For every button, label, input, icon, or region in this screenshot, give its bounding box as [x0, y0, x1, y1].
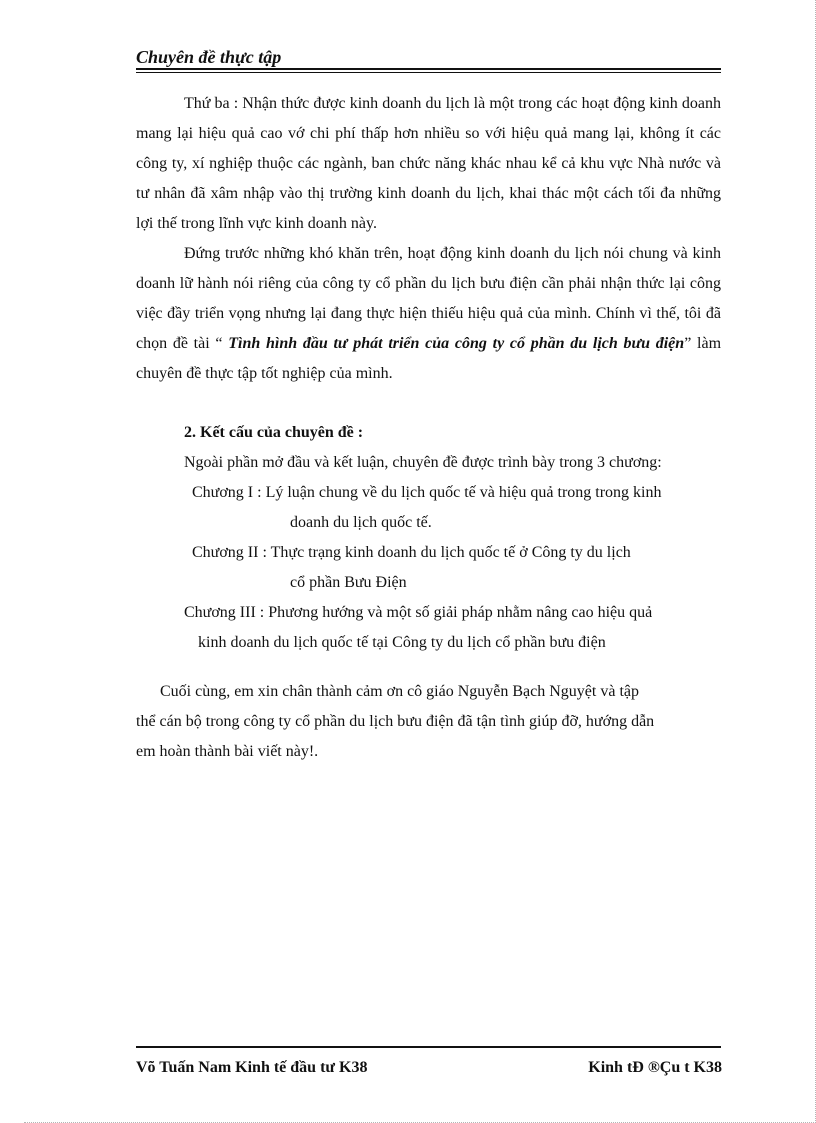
- chapter-3-line-2: kinh doanh du lịch quốc tế tại Công ty du lịch cổ phần bưu điện: [198, 634, 606, 651]
- chapter-1-line-1: Chương I : Lý luận chung về du lịch quốc tế và hiệu quả trong trong kinh: [192, 484, 662, 501]
- footer-author: Võ Tuấn Nam Kinh tế đầu tư K38: [136, 1059, 368, 1076]
- section-2-intro: Ngoài phần mở đầu và kết luận, chuyên đề được trình bày trong 3 chương:: [184, 454, 662, 471]
- thesis-title: Tình hình đầu tư phát triển của công ty cổ phần du lịch bưu điện: [228, 335, 685, 352]
- chapter-2-line-2: cổ phần Bưu Điện: [290, 574, 407, 591]
- chapter-2-line-1: Chương II : Thực trạng kinh doanh du lịch quốc tế ở Công ty du lịch: [192, 544, 631, 561]
- header-rule-thin: [136, 72, 721, 73]
- footer-department: Kinh tÐ ®Çu t K38: [588, 1059, 722, 1076]
- paragraph-2: [136, 239, 721, 389]
- closing-line-2: thể cán bộ trong công ty cổ phần du lịch bưu điện đã tận tình giúp đỡ, hướng dẫn: [136, 713, 655, 730]
- closing-line-1: Cuối cùng, em xin chân thành cảm ơn cô giáo Nguyễn Bạch Nguyệt và tập: [160, 683, 639, 700]
- section-2-heading: 2. Kết cấu của chuyên đề :: [184, 424, 364, 441]
- paragraph-1: [136, 89, 721, 239]
- paragraph-2-end: ” làm chuyên đề thực tập tốt nghiệp của mình.: [136, 335, 722, 382]
- chapter-1-line-2: doanh du lịch quốc tế.: [290, 514, 432, 531]
- chapter-3-line-1: Chương III : Phương hướng và một số giải pháp nhằm nâng cao hiệu quả: [184, 604, 653, 621]
- header-title: Chuyên đề thực tập: [136, 47, 282, 67]
- closing-line-3: em hoàn thành bài viết này!.: [136, 743, 319, 760]
- header-rule-thick: [136, 68, 721, 70]
- paragraph-1-text: Thứ ba : Nhận thức được kinh doanh du lịch là một trong các hoạt động kinh doanh mang lại hiệu quả cao vớ chi phí thấp hơn nhiều so với hiệu quả mang lại, không ít các công ty, xí nghiệp thuộc các ngành, ban chức năng khác nhau kể cả khu vực Nhà nước và tư nhân đã xâm nhập vào thị trường kinh doanh du lịch, khai thác một cách tối đa những lợi thế trong lĩnh vực kinh doanh này.: [136, 95, 721, 232]
- page-header: [136, 44, 721, 70]
- paragraph-2-text: [136, 239, 721, 389]
- footer-rule: [136, 1046, 721, 1048]
- paragraph-2-start: Đứng trước những khó khăn trên, hoạt động kinh doanh du lịch nói chung và kinh doanh lữ hành nói riêng của công ty cổ phần du lịch bưu điện cần phải nhận thức lại công việc đầy triển vọng nhưng lại đang thực hiện thiếu hiệu quả của mình. Chính vì thế, tôi đã chọn đề tài “: [136, 245, 721, 352]
